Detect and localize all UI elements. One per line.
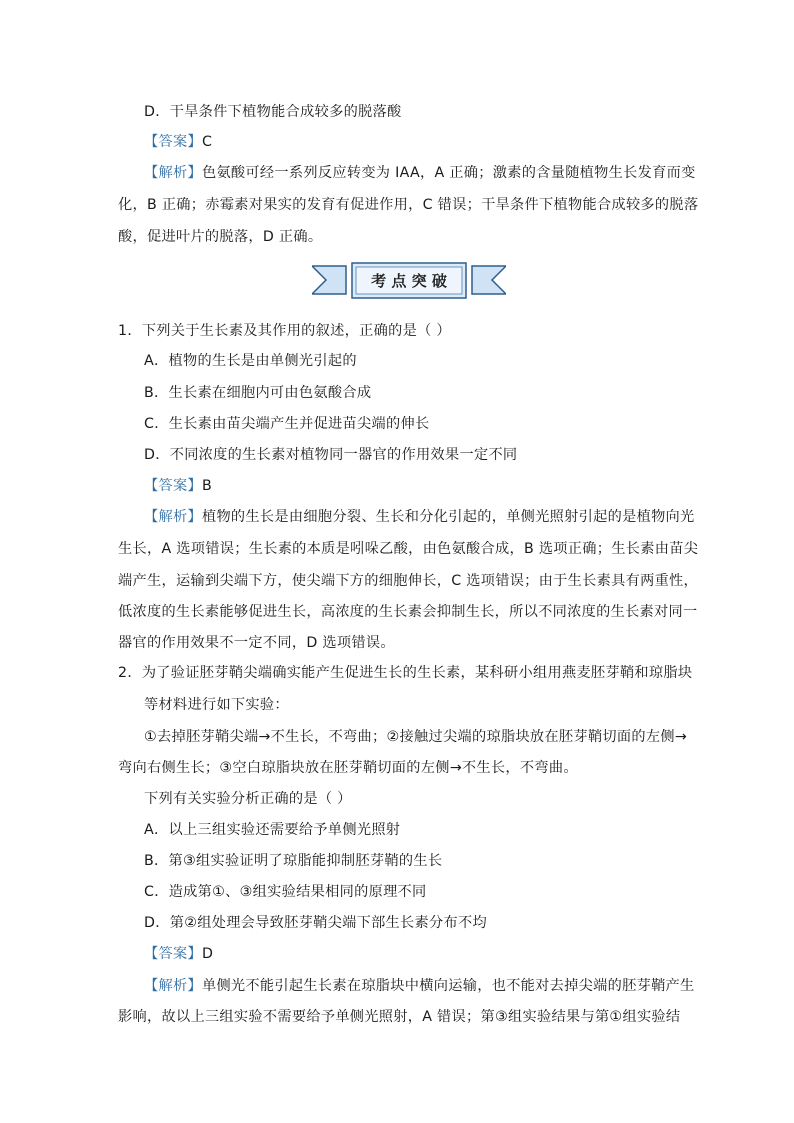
q2-option-c: C．造成第①、③组实验结果相同的原理不同 — [144, 884, 427, 900]
prev-analysis-line-3: 酸，促进叶片的脱落，D 正确。 — [118, 229, 323, 245]
answer-tag: 【答案】 — [144, 134, 202, 150]
answer-tag: 【答案】 — [144, 478, 202, 494]
q1-option-a: A．植物的生长是由单侧光引起的 — [144, 353, 357, 369]
q1-analysis-line-5: 器官的作用效果不一定不同，D 选项错误。 — [118, 635, 395, 651]
prev-analysis-line-2: 化，B 正确；赤霉素对果实的发育有促进作用，C 错误；干旱条件下植物能合成较多的脱落 — [118, 197, 699, 213]
analysis-tag: 【解析】 — [144, 509, 202, 525]
q2-option-b: B．第③组实验证明了琼脂能抑制胚芽鞘的生长 — [144, 853, 443, 869]
q2-ask: 下列有关实验分析正确的是（ ） — [144, 791, 352, 807]
q1-analysis-line-1 — [144, 507, 695, 527]
q2-stem-line-2: 等材料进行如下实验： — [144, 697, 289, 713]
q2-analysis-line-1 — [144, 976, 695, 996]
q1-option-c: C．生长素由苗尖端产生并促进苗尖端的伸长 — [144, 416, 430, 432]
answer-value: D — [201, 946, 214, 962]
banner-text: 考 点 突 破 — [371, 272, 447, 290]
q1-analysis-line-3: 端产生，运输到尖端下方，使尖端下方的细胞伸长，C 选项错误；由于生长素具有两重性， — [118, 573, 699, 589]
q2-experiment-line-1: ①去掉胚芽鞘尖端→不生长，不弯曲；②接触过尖端的琼脂块放在胚芽鞘切面的左侧→ — [144, 729, 687, 745]
analysis-text: 色氨酸可经一系列反应转变为 IAA，A 正确；激素的含量随植物生长发育而变 — [201, 165, 696, 181]
q1-analysis-line-4: 低浓度的生长素能够促进生长，高浓度的生长素会抑制生长，所以不同浓度的生长素对同一 — [118, 604, 698, 620]
q2-experiment-line-2: 弯向右侧生长；③空白琼脂块放在胚芽鞘切面的左侧→不生长，不弯曲。 — [118, 760, 578, 776]
analysis-tag: 【解析】 — [144, 978, 202, 994]
q2-option-d: D．第②组处理会导致胚芽鞘尖端下部生长素分布不均 — [144, 915, 487, 931]
prev-analysis-line-1 — [144, 163, 696, 183]
q2-option-a: A．以上三组实验还需要给予单侧光照射 — [144, 822, 401, 838]
q2-answer — [144, 944, 213, 964]
analysis-text: 单侧光不能引起生长素在琼脂块中横向运输，也不能对去掉尖端的胚芽鞘产生 — [201, 978, 695, 994]
q1-analysis-line-2: 生长，A 选项错误；生长素的本质是吲哚乙酸，由色氨酸合成，B 选项正确；生长素由苗尖 — [118, 541, 699, 557]
ribbon-icon — [312, 262, 506, 300]
answer-value: C — [201, 134, 213, 150]
q2-analysis-line-2: 影响，故以上三组实验不需要给予单侧光照射，A 错误；第③组实验结果与第①组实验结 — [118, 1009, 681, 1025]
analysis-text: 植物的生长是由细胞分裂、生长和分化引起的，单侧光照射引起的是植物向光 — [201, 509, 695, 525]
q1-option-d: D．不同浓度的生长素对植物同一器官的作用效果一定不同 — [144, 447, 518, 463]
prev-option-d: D．干旱条件下植物能合成较多的脱落酸 — [144, 104, 402, 120]
analysis-tag: 【解析】 — [144, 165, 202, 181]
q1-answer — [144, 476, 212, 496]
q1-option-b: B．生长素在细胞内可由色氨酸合成 — [144, 385, 372, 401]
q2-stem-line-1: 2．为了验证胚芽鞘尖端确实能产生促进生长的生长素，某科研小组用燕麦胚芽鞘和琼脂块 — [118, 665, 693, 681]
answer-value: B — [201, 478, 212, 494]
answer-tag: 【答案】 — [144, 946, 202, 962]
prev-answer — [144, 132, 212, 152]
section-banner — [312, 262, 506, 300]
q1-stem: 1．下列关于生长素及其作用的叙述，正确的是（ ） — [118, 323, 451, 339]
